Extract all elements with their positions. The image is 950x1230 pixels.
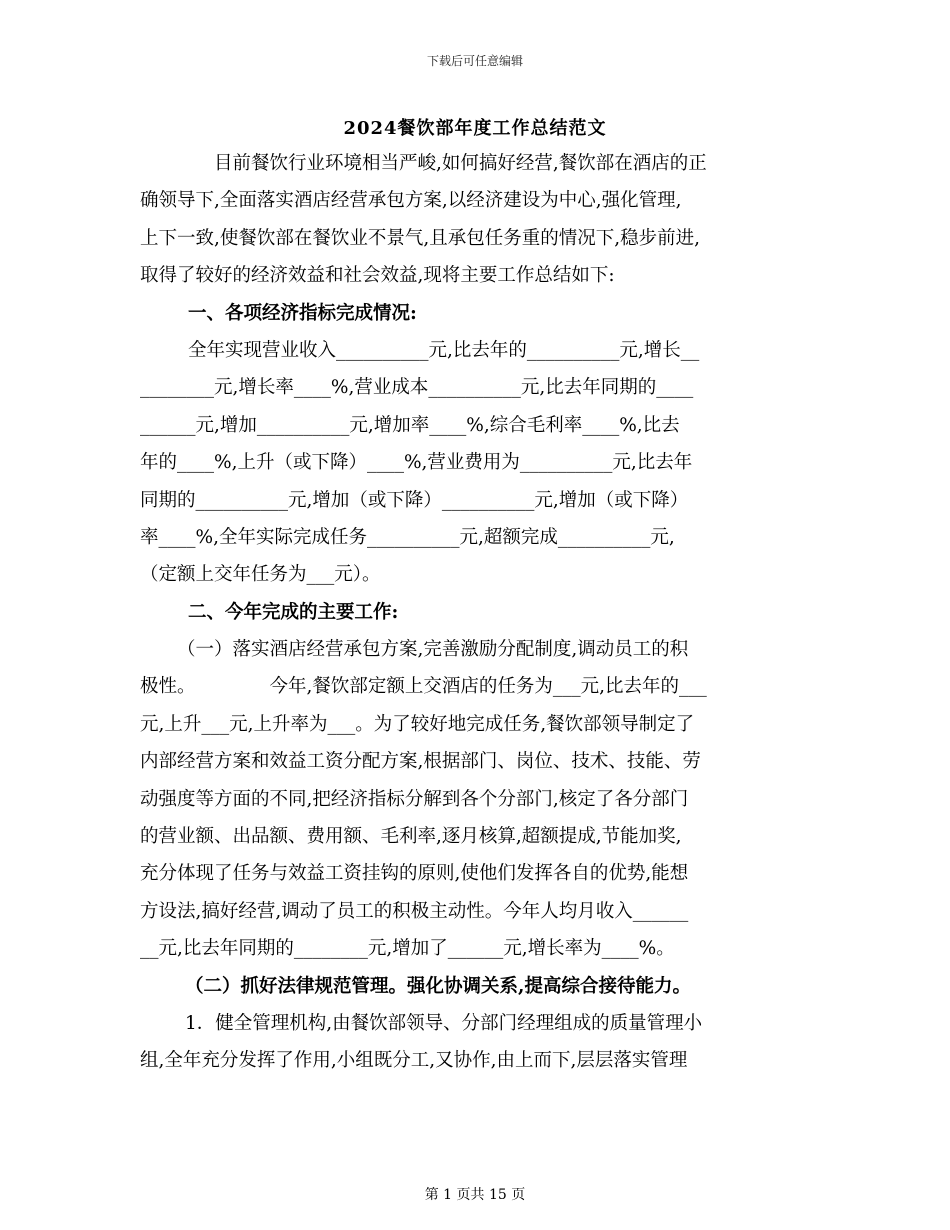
page-header: 下载后可任意编辑: [426, 54, 523, 68]
subsection-heading-1: （一）落实酒店经营承包方案,完善激励分配制度,调动员工的积: [177, 639, 689, 661]
section-heading-2: 二、今年完成的主要工作:: [188, 601, 399, 623]
paragraph-line: 组,全年充分发挥了作用,小组既分工,又协作,由上而下,层层落实管理: [140, 1050, 688, 1072]
paragraph-line: 年的____%,上升（或下降）____%,营业费用为__________元,比去年: [140, 452, 693, 474]
paragraph-fragment: 极性。: [140, 676, 196, 698]
paragraph-line: 元,上升___元,上升率为___。为了较好地完成任务,餐饮部领导制定了: [140, 713, 695, 735]
paragraph-line: 内部经营方案和效益工资分配方案,根据部门、岗位、技术、技能、劳: [140, 751, 701, 773]
paragraph-line: __元,比去年同期的________元,增加了______元,增长率为____%。: [140, 938, 675, 960]
paragraph-line: 的营业额、出品额、费用额、毛利率,逐月核算,超额提成,节能加奖,: [140, 826, 682, 848]
document-title: 2024餐饮部年度工作总结范文: [343, 118, 607, 139]
paragraph-line: 上下一致,使餐饮部在餐饮业不景气,且承包任务重的情况下,稳步前进,: [140, 227, 701, 249]
paragraph-line: 方设法,搞好经营,调动了员工的积极主动性。今年人均月收入______: [140, 900, 689, 922]
paragraph-line: 充分体现了任务与效益工资挂钩的原则,使他们发挥各自的优势,能想: [140, 863, 689, 885]
paragraph-line: ________元,增长率____%,营业成本__________元,比去年同期的____: [140, 377, 694, 399]
paragraph-line: 率____%,全年实际完成任务__________元,超额完成__________元,: [140, 526, 675, 548]
page-footer: 第 1 页共 15 页: [424, 1187, 526, 1203]
paragraph-line: （定额上交年任务为___元）。: [140, 564, 381, 586]
paragraph-line: 确领导下,全面落实酒店经营承包方案,以经济建设为中心,强化管理,: [140, 190, 682, 212]
paragraph-line: 取得了较好的经济效益和社会效益,现将主要工作总结如下:: [140, 265, 615, 287]
paragraph-fragment: 今年,餐饮部定额上交酒店的任务为___元,比去年的___: [269, 676, 707, 698]
paragraph-line: 全年实现营业收入__________元,比去年的__________元,增长__: [188, 339, 700, 361]
paragraph-line: 目前餐饮行业环境相当严峻,如何搞好经营,餐饮部在酒店的正: [214, 153, 707, 174]
section-heading-1: 一、各项经济指标完成情况:: [188, 302, 417, 324]
paragraph-line: 同期的__________元,增加（或下降）__________元,增加（或下降）: [140, 489, 689, 511]
paragraph-line: 动强度等方面的不同,把经济指标分解到各个分部门,核定了各分部门: [140, 788, 689, 810]
paragraph-line: ______元,增加__________元,增加率____%,综合毛利率____%,比去: [140, 414, 680, 436]
paragraph-line: [140, 668, 810, 705]
subsection-heading-2: （二）抓好法律规范管理。强化协调关系,提高综合接待能力。: [185, 975, 691, 997]
document-body: [140, 145, 810, 1080]
paragraph-line: 1．健全管理机构,由餐饮部领导、分部门经理组成的质量管理小: [185, 1012, 703, 1034]
